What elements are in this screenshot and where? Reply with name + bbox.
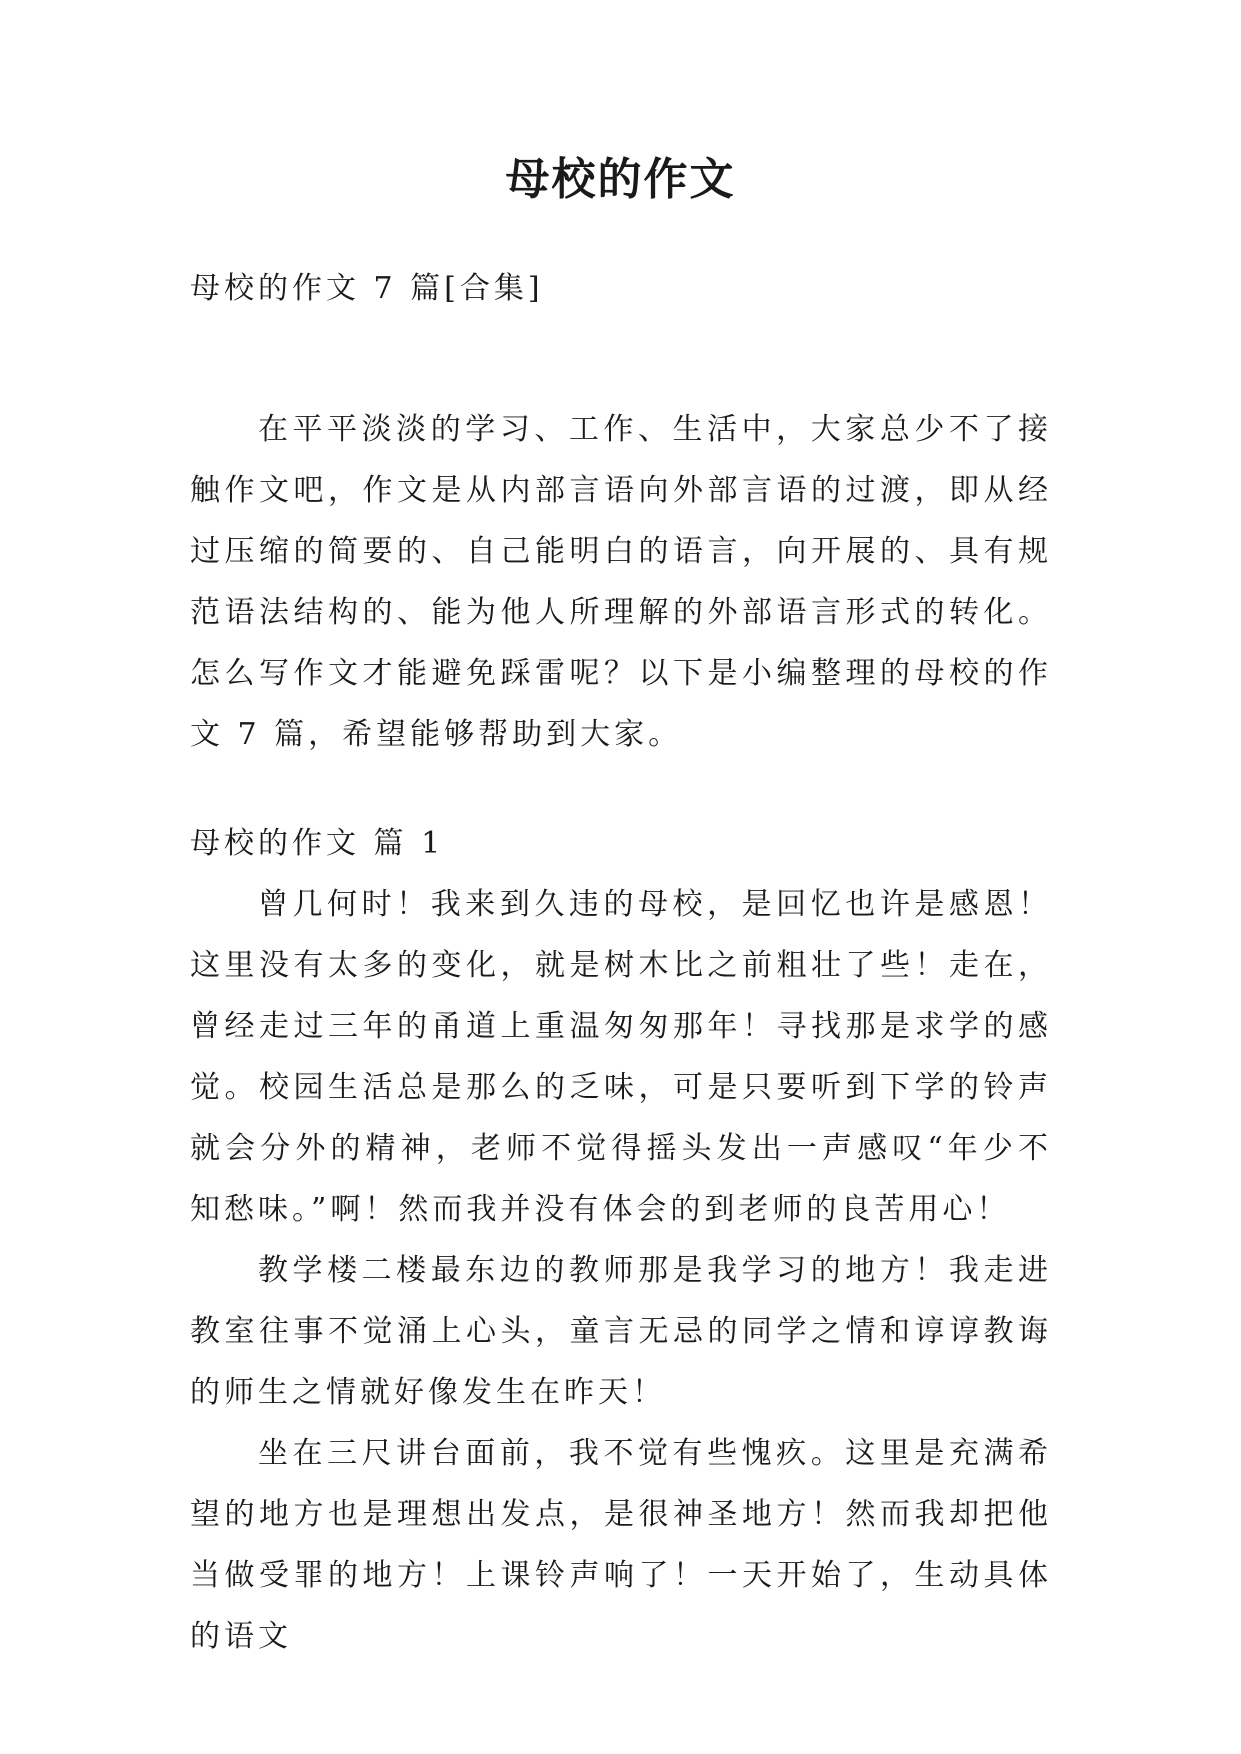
section-paragraph: 教学楼二楼最东边的教师那是我学习的地方！我走进教室往事不觉涌上心头，童言无忌的同学之情和谆谆教诲的师生之情就好像发生在昨天！ — [190, 1253, 1052, 1410]
intro-paragraph: 在平平淡淡的学习、工作、生活中，大家总少不了接触作文吧，作文是从内部言语向外部言语的过渡，即从经过压缩的简要的、自己能明白的语言，向开展的、具有规范语法结构的、能为他人所理解的外部语言形式的转化。怎么写作文才能避免踩雷呢？以下是小编整理的母校的作文 7 篇，希望能够帮助到大家。 — [190, 412, 1052, 752]
section-paragraph: 曾几何时！我来到久违的母校，是回忆也许是感恩！这里没有太多的变化，就是树木比之前粗壮了些！走在，曾经走过三年的甬道上重温匆匆那年！寻找那是求学的感觉。校园生活总是那么的乏味，可是只要听到下学的铃声就会分外的精神，老师不觉得摇头发出一声感叹“年少不知愁味。”啊！然而我并没有体会的到老师的良苦用心！ — [190, 887, 1052, 1227]
document-subtitle: 母校的作文 7 篇[合集] — [190, 271, 544, 306]
section-heading: 母校的作文 篇 1 — [190, 826, 445, 861]
section-1 — [190, 813, 1052, 1667]
section-paragraph: 坐在三尺讲台面前，我不觉有些愧疚。这里是充满希望的地方也是理想出发点，是很神圣地方！然而我却把他当做受罪的地方！上课铃声响了！一天开始了，生动具体的语文 — [190, 1436, 1052, 1654]
document-title: 母校的作文 — [505, 154, 736, 205]
